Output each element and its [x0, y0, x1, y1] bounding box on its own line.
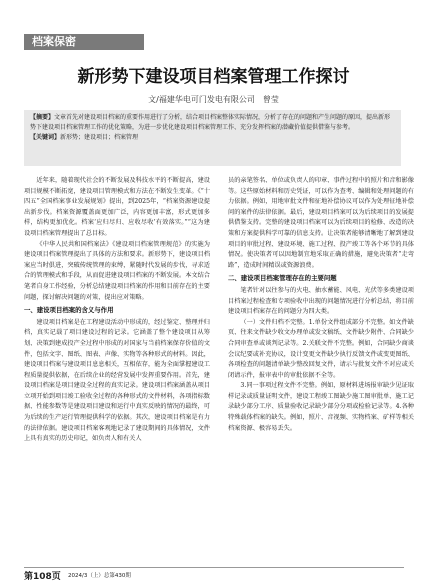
- section-tag: 档案保密: [24, 34, 144, 50]
- page-footer: [24, 567, 404, 582]
- keywords-line: [30, 133, 395, 143]
- section-2-item-1: （一）文件归档不完整。1.单份文件组成部分不完整。如文件缺页、往来文件缺少收文办理单或发文稿纸、文件缺少附件、合同缺少合同审查单或谈判记录等。2.关联文件不完整。例如，合同缺少商谈会议纪要或补充协议，设计变更文件缺少执行反馈文件或变更图纸、各项检查的问题清单缺少整改回复文件，请示与批复文件不对应或关闭请示件，报审表中的审批依据不全等。: [228, 318, 414, 379]
- section-heading-2: 二、建设项目档案管理存在的主要问题: [228, 274, 337, 283]
- keywords-label: 【关键词】: [30, 134, 61, 141]
- abstract-label: 【摘要】: [30, 114, 55, 121]
- section-1-continued: 员的亲笔签名、单位或负责人的印章、事件过程中的照片和音和影像等。这些原始材料和历史凭证，可以作为查考、编辑和处理问题的有力依据。例如，用地审批文件和征地补偿协议可以作为处理征地补偿问的案件的法律依据。最后，建设项目档案可以为后续项目的发展提供借鉴支持。完整的建设项目档案可以为后续项目的检修、改造的决策和方案提供科学可靠的信息支持。让决策者能够清晰地了解到建设项目的审批过程、建设环境、施工过程、投产竣工等各个环节的具体情况。使决策者可以因地制宜地采取正确的措施，避免决策者“走弯路”，造成时间精误或资源浪费。: [228, 177, 414, 269]
- abstract-paragraph: [30, 113, 395, 133]
- section-2-intro: 笔者针对以往参与的火电、抽水蓄能、风电、光伏等多类建设项目档案过程检查和专项验收中出现的问题情况进行分析总结，将目前建设项目档案存在的问题分为四大类。: [228, 286, 414, 316]
- abstract-text: 文章首先对建设项目档案的重要作用进行了分析，结合项目档案整体实际情况，分析了存在的问题和产生问题的原因，提出新形势下建设项目档案管理工作的优化策略，为进一步优化建设项目档案管理工作、充分发挥档案的潜藏价值提供借鉴与参考。: [30, 114, 391, 131]
- keywords-text: 新形势；建设项目；档案管理: [60, 134, 139, 141]
- right-column: [228, 176, 414, 434]
- intro-paragraph-2: 《中华人民共和国档案法》《建设项目档案管理规范》的实施为建设项目档案管理提出了具体的方法和要求。新形势下，建设项目档案应当时俱进，突破传统管理的束缚，紧随时代发展的步伐，寻求适合的管理模式和手段，从而促进建设项目档案的不断发展。本文结合笔者自身工作经验，分析总结建设项目档案的作用和目前存在的主要问题，探讨解决问题的对策，提出应对策略。: [24, 240, 210, 301]
- section-1-body: 建设项目档案是在工程建设活动中形成的，经过鉴定、整理并归档，真实记载了项目建设过程的记录。它涵盖了整个建设项目从筹划、决策到建成投产全过程中形成的对国家与当前档案保存价值的文件，包括文字、图纸、图表、声像、实物等各种形式的材料。因此，建设项目档案与建设项目息息相关，互相依存，能为全面掌握建设工程质量提供依据，在后续企业的经营发展中发挥重要作用。首先，建设项目档案是项目建设全过程的真实记录。建设项目档案涵盖从项目立项开始到项目竣工验收全过程的各种形式的文件材料，各项指标数据、性能参数等是建设项目建设和运行中真实反映的情况的最终，可为后续的生产运行管理提供科学的依据。其次，建设项目档案是有力的法律依据。建设项目档案客观地记录了建设期间的具体情况，文件上具有真实的历史印记，如负责人和有关人: [24, 318, 210, 443]
- abstract-box: [24, 110, 401, 166]
- page-number: 第108页: [24, 572, 61, 582]
- left-column: [24, 176, 210, 445]
- section-heading-1: 一、建设项目档案的含义与作用: [24, 306, 114, 315]
- footer-rule: [24, 567, 404, 568]
- article-author: 文/福建华电可门发电有限公司 曾莹: [148, 95, 279, 104]
- issue-info: 2024/3（上）总第430期: [68, 573, 131, 579]
- article-title: 新形势下建设项目档案管理工作探讨: [77, 67, 350, 87]
- intro-paragraph-1: 近年来，随着现代社会的不断发展及科技水平的不断提高，建设项目规模不断拓宽，建设项目管理模式和方法在不断发生变革。《“十四五”全国档案事业发展规划》提出，到2025年，“档案资源建设提出新步伐。档案资源覆盖面更加广泛，内容更加丰富，形式更加多样，结构更加优化。档案‘应归尽归、应收尽收’有效落实。”“这为建设项目档案管理提出了总目标。: [24, 177, 210, 237]
- section-2-item-2: 3.同一事项过程文件不完整。例如，原材料进场报审缺少见证取样记录或质量证明文件，建设工程竣工图缺少施工图审批单、施工记录缺少部分工序、质量验收记录缺少部分分项或检验记录等。4.各种特殊载体档案的缺失。例如，照片、音视频、实物档案、矿样等相关档案资源、极容易丢失。: [228, 382, 414, 432]
